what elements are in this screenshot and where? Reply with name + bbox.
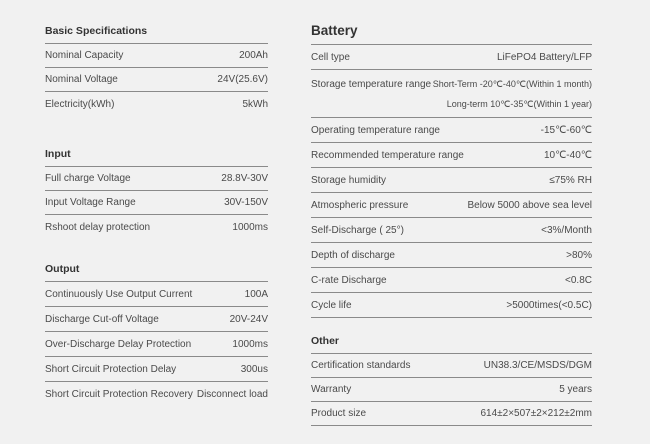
section-title: Basic Specifications [45,25,148,37]
spec-label: Short Circuit Protection Delay [45,363,177,375]
spec-row [311,143,592,168]
spec-label: Atmospheric pressure [311,199,409,211]
output-section [45,263,268,407]
spec-row [311,193,592,218]
spec-label: C-rate Discharge [311,274,387,286]
spec-row [45,307,268,332]
spec-value: Disconnect load [196,389,268,400]
section-header [311,335,592,354]
spec-label: Storage humidity [311,174,387,186]
spec-value: 200Ah [239,50,268,61]
spec-label: Product size [311,408,367,419]
spec-row [45,282,268,307]
section-title: Input [45,148,71,160]
spec-row [311,118,592,143]
spec-label: Self-Discharge ( 25°) [311,224,404,236]
spec-label: Rshoot delay protection [45,221,151,233]
spec-value: 24V(25.6V) [217,74,268,85]
spec-value: 1000ms [232,338,268,350]
spec-value: 10℃-40℃ [543,149,592,161]
spec-row [45,215,268,239]
spec-label: Electricity(kWh) [45,98,115,110]
spec-value: UN38.3/CE/MSDS/DGM [483,360,592,371]
spec-row [311,218,592,243]
spec-value: Short-Term -20℃-40℃(Within 1 month) [432,79,592,89]
spec-row [45,167,268,191]
section-title: Battery [311,23,358,38]
spec-row [45,92,268,116]
spec-value: 5 years [559,384,592,395]
spec-label: Operating temperature range [311,124,440,136]
spec-value: <0.8C [565,274,592,286]
spec-label: Continuously Use Output Current [45,288,193,300]
spec-value: ≤75% RH [549,174,592,186]
other-section [311,335,592,426]
spec-value: 30V-150V [224,197,268,208]
spec-value: 1000ms [232,221,268,233]
spec-label: Over-Discharge Delay Protection [45,338,192,350]
spec-value: 20V-24V [229,313,268,325]
spec-label: Input Voltage Range [45,197,136,208]
spec-row [45,357,268,382]
spec-row [45,44,268,68]
section-title: Output [45,263,80,275]
spec-value: 614±2×507±2×212±2mm [480,408,592,419]
spec-value: Below 5000 above sea level [467,199,592,211]
spec-label: Storage temperature range [311,79,432,90]
spec-label: Certification standards [311,360,411,371]
spec-value: LiFePO4 Battery/LFP [496,51,592,63]
spec-label: Nominal Capacity [45,50,124,61]
spec-row [311,354,592,378]
spec-value: 100A [244,288,268,300]
section-header [311,22,592,45]
spec-value: Long-term 10℃-35℃(Within 1 year) [446,99,592,109]
spec-label: Discharge Cut-off Voltage [45,313,159,325]
spec-value: 5kWh [242,98,268,110]
spec-row [45,382,268,407]
spec-label: Full charge Voltage [45,173,131,184]
spec-label: Cell type [311,51,350,63]
section-header [45,148,268,167]
spec-value: 300us [240,363,268,375]
spec-row [311,268,592,293]
spec-label: Cycle life [311,299,352,311]
spec-label: Nominal Voltage [45,74,118,85]
section-header [45,263,268,282]
spec-label: Short Circuit Protection Recovery [45,389,193,400]
spec-row [45,68,268,92]
spec-value: >80% [566,249,592,261]
spec-row [311,378,592,402]
spec-value: -15℃-60℃ [540,124,592,136]
section-header [45,25,268,44]
battery-section [311,22,592,318]
spec-row [311,293,592,318]
input-section [45,148,268,239]
spec-value: 28.8V-30V [221,173,268,184]
spec-row [311,45,592,70]
spec-row [311,168,592,193]
spec-value: >5000times(<0.5C) [506,299,592,311]
spec-label: Depth of discharge [311,249,395,261]
spec-row [311,243,592,268]
spec-row [311,402,592,426]
basic-specifications-section [45,25,268,116]
spec-label: Warranty [311,384,352,395]
spec-row [45,191,268,215]
section-title: Other [311,335,340,347]
spec-value: <3%/Month [541,224,592,236]
spec-row [45,332,268,357]
spec-row-multiline [311,70,592,118]
spec-label: Recommended temperature range [311,149,464,161]
